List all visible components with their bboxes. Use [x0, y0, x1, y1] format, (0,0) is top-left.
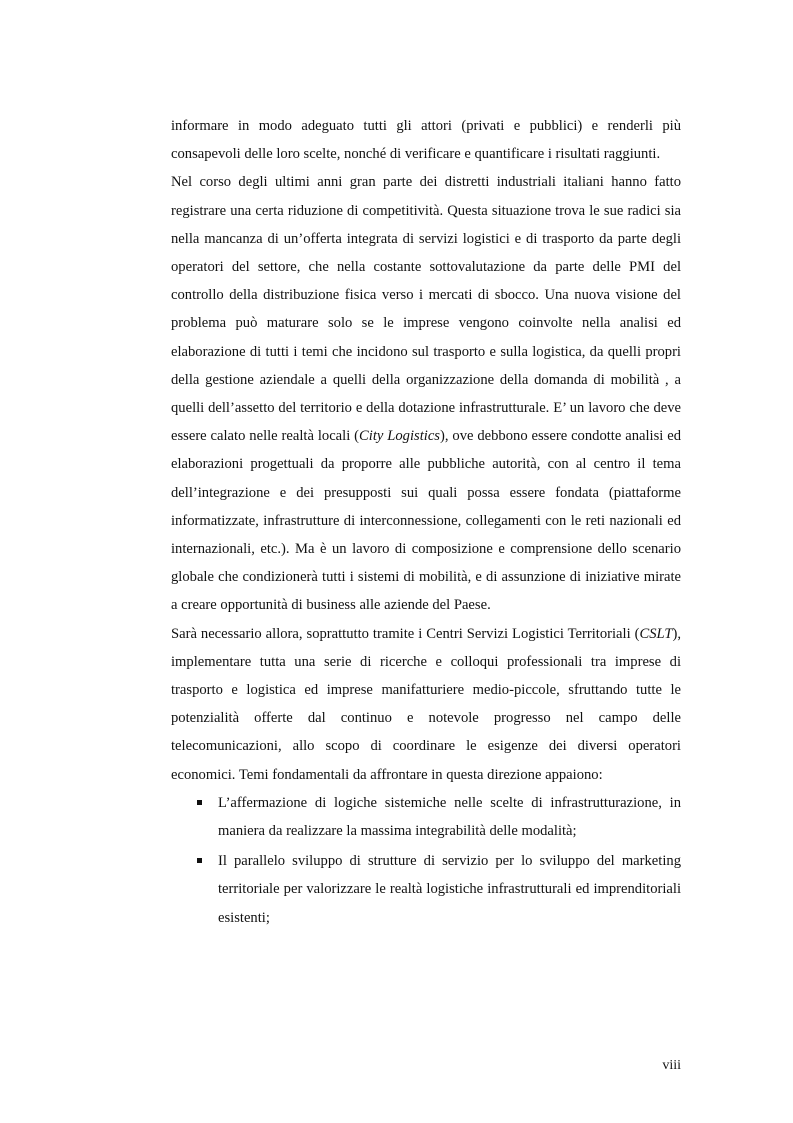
italic-term-cslt: CSLT	[639, 625, 673, 642]
paragraph-intro-continuation	[171, 112, 681, 168]
list-item-text: L’affermazione di logiche sistemiche nelle scelte di infrastrutturazione, in maniera da realizzare la massima integrabilità delle modalità;	[218, 794, 681, 840]
paragraph-competitiveness	[171, 168, 681, 619]
italic-term-city-logistics: City Logistics	[359, 428, 440, 445]
text-segment: informare in modo adeguato tutti gli attori (privati e pubblici) e renderli più consapevoli delle loro scelte, nonché di verificare e quantificare i risultati raggiunti.	[171, 118, 681, 163]
paragraph-cslt	[171, 620, 681, 789]
list-item-text: Il parallelo sviluppo di strutture di servizio per lo sviluppo del marketing territoriale per valorizzare le realtà logistiche infrastrutturali ed imprenditoriali esistenti;	[218, 853, 681, 926]
square-bullet-icon	[197, 800, 202, 805]
page-body	[171, 112, 681, 934]
text-segment: ), ove debbono essere condotte analisi ed elaborazioni progettuali da proporre alle pubbliche autorità, con al centro il tema dell’integrazione e dei presupposti sui quali possa essere fondata (piattaforme informatizzate, infrastrutture di interconnessione, collegamenti con le reti nazionali ed internazionali, etc.). Ma è un lavoro di composizione e comprensione dello scenario globale che condizionerà tutti i sistemi di mobilità, e di assunzione di iniziative mirate a creare opportunità di business alle aziende del Paese.	[171, 428, 682, 614]
text-segment: ), implementare tutta una serie di ricerche e colloqui professionali tra imprese di trasporto e logistica ed imprese manifatturiere medio-piccole, sfruttando tutte le potenzialità offerte dal continuo e notevole progresso nel campo delle telecomunicazioni, allo scopo di coordinare le esigenze dei diversi operatori economici. Temi fondamentali da affrontare in questa direzione appaiono:	[171, 625, 681, 783]
square-bullet-icon	[197, 858, 202, 863]
text-segment: Sarà necessario allora, soprattutto tramite i Centri Servizi Logistici Territoriali (	[171, 625, 640, 642]
list-item	[171, 789, 681, 845]
text-segment: Nel corso degli ultimi anni gran parte dei distretti industriali italiani hanno fatto registrare una certa riduzione di competitività. Questa situazione trova le sue radici sia nella mancanza di un’offerta integrata di servizi logistici e di trasporto da parte degli operatori del settore, che nella costante sottovalutazione da parte delle PMI del controllo della distribuzione fisica verso i mercati di sbocco. Una nuova visione del problema può maturare solo se le imprese vengono coinvolte nella analisi ed elaborazione di tutti i temi che incidono sul trasporto e sulla logistica, da quelli propri della gestione aziendale a quelli della organizzazione della domanda di mobilità , a quelli dell’assetto del territorio e della dotazione infrastrutturale. E’ un lavoro che deve essere calato nelle realtà locali (	[171, 174, 681, 445]
bullet-list	[171, 789, 681, 932]
list-item	[171, 847, 681, 932]
page-number: viii	[662, 1058, 681, 1073]
